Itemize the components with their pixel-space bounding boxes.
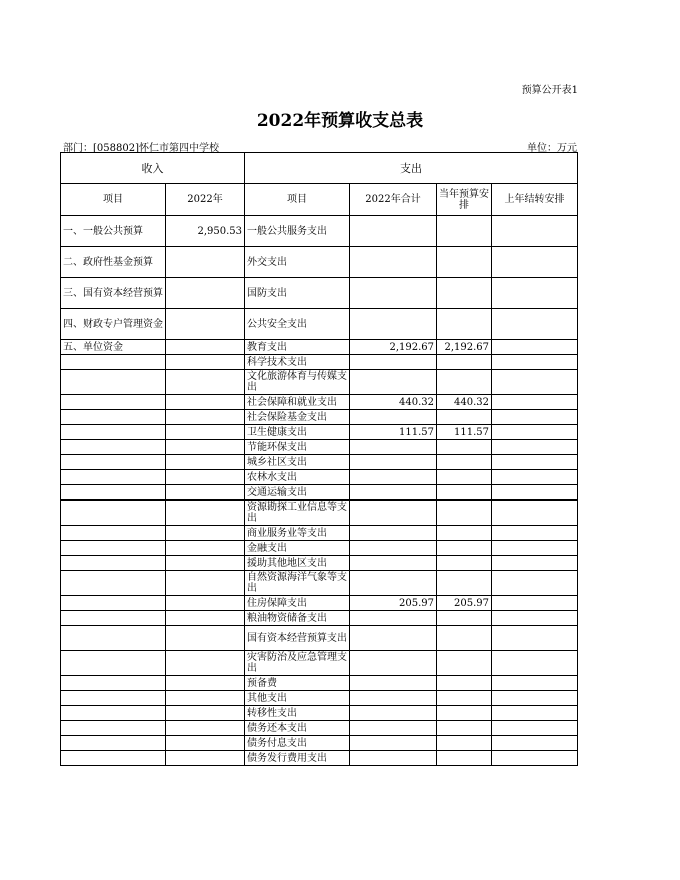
expense-item-cell: 城乡社区支出 xyxy=(245,455,350,470)
table-row xyxy=(61,470,578,485)
income-amount-cell xyxy=(166,355,245,370)
income-item-cell xyxy=(61,596,166,611)
budget-summary-table xyxy=(60,152,578,766)
expense-total-cell xyxy=(350,651,437,676)
income-item-cell xyxy=(61,556,166,571)
expense-total-cell xyxy=(350,556,437,571)
expense-item-cell: 粮油物资储备支出 xyxy=(245,611,350,626)
current-year-cell xyxy=(437,440,492,455)
expense-total-cell xyxy=(350,410,437,425)
expense-item-cell: 其他支出 xyxy=(245,691,350,706)
table-row xyxy=(61,216,578,247)
income-item-cell: 三、国有资本经营预算 xyxy=(61,278,166,309)
expense-total-cell xyxy=(350,500,437,526)
current-year-cell xyxy=(437,216,492,247)
current-year-cell xyxy=(437,309,492,340)
col-header-current-year: 当年预算安排 xyxy=(437,184,492,216)
expense-total-cell xyxy=(350,526,437,541)
expense-total-cell xyxy=(350,721,437,736)
table-row xyxy=(61,611,578,626)
table-row xyxy=(61,691,578,706)
current-year-cell xyxy=(437,455,492,470)
current-year-cell xyxy=(437,526,492,541)
income-item-cell xyxy=(61,410,166,425)
income-amount-cell xyxy=(166,340,245,355)
table-row xyxy=(61,309,578,340)
expense-item-cell: 节能环保支出 xyxy=(245,440,350,455)
expense-item-cell: 灾害防治及应急管理支出 xyxy=(245,651,350,676)
expense-item-cell: 商业服务业等支出 xyxy=(245,526,350,541)
current-year-cell xyxy=(437,485,492,501)
current-year-cell xyxy=(437,247,492,278)
carryover-cell xyxy=(492,611,578,626)
income-item-cell xyxy=(61,751,166,766)
expense-item-cell: 一般公共服务支出 xyxy=(245,216,350,247)
table-row xyxy=(61,425,578,440)
expense-total-cell xyxy=(350,676,437,691)
income-amount-cell xyxy=(166,278,245,309)
expense-item-cell: 交通运输支出 xyxy=(245,485,350,501)
income-amount-cell xyxy=(166,309,245,340)
expense-total-cell: 440.32 xyxy=(350,395,437,410)
carryover-cell xyxy=(492,751,578,766)
expense-total-cell xyxy=(350,470,437,485)
income-amount-cell xyxy=(166,736,245,751)
expense-total-cell xyxy=(350,611,437,626)
income-item-cell xyxy=(61,425,166,440)
income-amount-cell xyxy=(166,571,245,596)
income-item-cell xyxy=(61,651,166,676)
expense-group-header: 支出 xyxy=(245,153,578,184)
expense-item-cell: 社会保障和就业支出 xyxy=(245,395,350,410)
income-amount-cell xyxy=(166,500,245,526)
carryover-cell xyxy=(492,721,578,736)
current-year-cell xyxy=(437,355,492,370)
income-item-cell xyxy=(61,395,166,410)
carryover-cell xyxy=(492,706,578,721)
income-item-cell xyxy=(61,676,166,691)
unit-label: 单位：万元 xyxy=(527,143,577,154)
expense-item-cell: 债务发行费用支出 xyxy=(245,751,350,766)
carryover-cell xyxy=(492,455,578,470)
expense-item-cell: 社会保险基金支出 xyxy=(245,410,350,425)
carryover-cell xyxy=(492,691,578,706)
current-year-cell xyxy=(437,541,492,556)
department-label: 部门：[058802]怀仁市第四中学校 xyxy=(63,143,219,154)
income-item-cell xyxy=(61,626,166,651)
income-item-cell xyxy=(61,611,166,626)
income-amount-cell xyxy=(166,596,245,611)
income-amount-cell xyxy=(166,370,245,395)
current-year-cell: 440.32 xyxy=(437,395,492,410)
current-year-cell xyxy=(437,626,492,651)
income-amount-cell xyxy=(166,425,245,440)
table-row xyxy=(61,571,578,596)
table-row xyxy=(61,440,578,455)
current-year-cell: 111.57 xyxy=(437,425,492,440)
income-amount-cell xyxy=(166,556,245,571)
income-amount-cell xyxy=(166,440,245,455)
income-amount-cell xyxy=(166,395,245,410)
carryover-cell xyxy=(492,526,578,541)
income-item-cell xyxy=(61,485,166,501)
table-row xyxy=(61,626,578,651)
income-item-cell xyxy=(61,470,166,485)
expense-item-cell: 科学技术支出 xyxy=(245,355,350,370)
carryover-cell xyxy=(492,395,578,410)
carryover-cell xyxy=(492,470,578,485)
carryover-cell xyxy=(492,340,578,355)
carryover-cell xyxy=(492,571,578,596)
income-item-cell: 二、政府性基金预算 xyxy=(61,247,166,278)
carryover-cell xyxy=(492,410,578,425)
income-amount-cell xyxy=(166,455,245,470)
income-amount-cell xyxy=(166,691,245,706)
carryover-cell xyxy=(492,355,578,370)
current-year-cell xyxy=(437,691,492,706)
table-row xyxy=(61,340,578,355)
income-amount-cell xyxy=(166,526,245,541)
carryover-cell xyxy=(492,216,578,247)
income-item-cell xyxy=(61,706,166,721)
expense-total-cell: 2,192.67 xyxy=(350,340,437,355)
income-amount-cell xyxy=(166,470,245,485)
income-item-cell xyxy=(61,571,166,596)
carryover-cell xyxy=(492,596,578,611)
expense-total-cell xyxy=(350,309,437,340)
table-row xyxy=(61,455,578,470)
current-year-cell: 205.97 xyxy=(437,596,492,611)
expense-total-cell xyxy=(350,736,437,751)
table-row xyxy=(61,278,578,309)
group-header-row xyxy=(61,153,578,184)
expense-item-cell: 援助其他地区支出 xyxy=(245,556,350,571)
income-item-cell: 五、单位资金 xyxy=(61,340,166,355)
carryover-cell xyxy=(492,247,578,278)
income-amount-cell xyxy=(166,706,245,721)
col-header-income-item: 项目 xyxy=(61,184,166,216)
table-row xyxy=(61,706,578,721)
income-item-cell xyxy=(61,526,166,541)
income-amount-cell xyxy=(166,611,245,626)
expense-total-cell xyxy=(350,626,437,651)
expense-item-cell: 农林水支出 xyxy=(245,470,350,485)
income-amount-cell xyxy=(166,541,245,556)
expense-total-cell: 111.57 xyxy=(350,425,437,440)
expense-item-cell: 文化旅游体育与传媒支出 xyxy=(245,370,350,395)
current-year-cell xyxy=(437,736,492,751)
carryover-cell xyxy=(492,309,578,340)
expense-total-cell xyxy=(350,691,437,706)
carryover-cell xyxy=(492,440,578,455)
table-row xyxy=(61,395,578,410)
col-header-income-2022: 2022年 xyxy=(166,184,245,216)
table-row xyxy=(61,247,578,278)
carryover-cell xyxy=(492,736,578,751)
income-item-cell: 四、财政专户管理资金 xyxy=(61,309,166,340)
current-year-cell xyxy=(437,410,492,425)
carryover-cell xyxy=(492,626,578,651)
income-amount-cell xyxy=(166,485,245,501)
expense-total-cell xyxy=(350,216,437,247)
table-row xyxy=(61,370,578,395)
income-item-cell xyxy=(61,541,166,556)
current-year-cell xyxy=(437,751,492,766)
expense-item-cell: 转移性支出 xyxy=(245,706,350,721)
income-amount-cell xyxy=(166,247,245,278)
expense-total-cell xyxy=(350,247,437,278)
expense-item-cell: 住房保障支出 xyxy=(245,596,350,611)
current-year-cell xyxy=(437,278,492,309)
table-row xyxy=(61,556,578,571)
expense-total-cell xyxy=(350,370,437,395)
income-amount-cell: 2,950.53 xyxy=(166,216,245,247)
expense-total-cell xyxy=(350,278,437,309)
current-year-cell: 2,192.67 xyxy=(437,340,492,355)
income-item-cell: 一、一般公共预算 xyxy=(61,216,166,247)
expense-item-cell: 国防支出 xyxy=(245,278,350,309)
expense-item-cell: 自然资源海洋气象等支出 xyxy=(245,571,350,596)
expense-total-cell xyxy=(350,541,437,556)
income-item-cell xyxy=(61,370,166,395)
expense-item-cell: 外交支出 xyxy=(245,247,350,278)
income-group-header: 收入 xyxy=(61,153,245,184)
carryover-cell xyxy=(492,676,578,691)
current-year-cell xyxy=(437,556,492,571)
expense-total-cell xyxy=(350,355,437,370)
carryover-cell xyxy=(492,556,578,571)
current-year-cell xyxy=(437,571,492,596)
table-row xyxy=(61,355,578,370)
table-row xyxy=(61,751,578,766)
current-year-cell xyxy=(437,651,492,676)
income-amount-cell xyxy=(166,751,245,766)
current-year-cell xyxy=(437,611,492,626)
table-row xyxy=(61,500,578,526)
table-row xyxy=(61,736,578,751)
income-amount-cell xyxy=(166,676,245,691)
table-row xyxy=(61,596,578,611)
col-header-total: 2022年合计 xyxy=(350,184,437,216)
expense-item-cell: 卫生健康支出 xyxy=(245,425,350,440)
income-amount-cell xyxy=(166,626,245,651)
table-row xyxy=(61,721,578,736)
form-number: 预算公开表1 xyxy=(521,85,578,96)
income-item-cell xyxy=(61,355,166,370)
col-header-carryover: 上年结转安排 xyxy=(492,184,578,216)
expense-item-cell: 教育支出 xyxy=(245,340,350,355)
carryover-cell xyxy=(492,278,578,309)
col-header-expense-item: 项目 xyxy=(245,184,350,216)
table-row xyxy=(61,676,578,691)
income-amount-cell xyxy=(166,410,245,425)
expense-item-cell: 资源勘探工业信息等支出 xyxy=(245,500,350,526)
expense-total-cell xyxy=(350,440,437,455)
expense-item-cell: 国有资本经营预算支出 xyxy=(245,626,350,651)
income-item-cell xyxy=(61,455,166,470)
carryover-cell xyxy=(492,370,578,395)
current-year-cell xyxy=(437,706,492,721)
expense-total-cell: 205.97 xyxy=(350,596,437,611)
income-item-cell xyxy=(61,721,166,736)
income-amount-cell xyxy=(166,651,245,676)
income-item-cell xyxy=(61,691,166,706)
expense-item-cell: 公共安全支出 xyxy=(245,309,350,340)
income-item-cell xyxy=(61,500,166,526)
table-row xyxy=(61,541,578,556)
page-title: 2022年预算收支总表 xyxy=(256,111,424,131)
expense-item-cell: 金融支出 xyxy=(245,541,350,556)
expense-item-cell: 债务付息支出 xyxy=(245,736,350,751)
column-header-row xyxy=(61,184,578,216)
carryover-cell xyxy=(492,485,578,501)
income-item-cell xyxy=(61,736,166,751)
table-row xyxy=(61,410,578,425)
expense-item-cell: 预备费 xyxy=(245,676,350,691)
carryover-cell xyxy=(492,651,578,676)
carryover-cell xyxy=(492,500,578,526)
current-year-cell xyxy=(437,500,492,526)
expense-total-cell xyxy=(350,485,437,501)
income-item-cell xyxy=(61,440,166,455)
income-amount-cell xyxy=(166,721,245,736)
expense-total-cell xyxy=(350,706,437,721)
expense-total-cell xyxy=(350,455,437,470)
expense-item-cell: 债务还本支出 xyxy=(245,721,350,736)
expense-total-cell xyxy=(350,571,437,596)
table-row xyxy=(61,485,578,501)
current-year-cell xyxy=(437,676,492,691)
current-year-cell xyxy=(437,370,492,395)
table-row xyxy=(61,651,578,676)
table-row xyxy=(61,526,578,541)
carryover-cell xyxy=(492,425,578,440)
carryover-cell xyxy=(492,541,578,556)
expense-total-cell xyxy=(350,751,437,766)
current-year-cell xyxy=(437,721,492,736)
current-year-cell xyxy=(437,470,492,485)
